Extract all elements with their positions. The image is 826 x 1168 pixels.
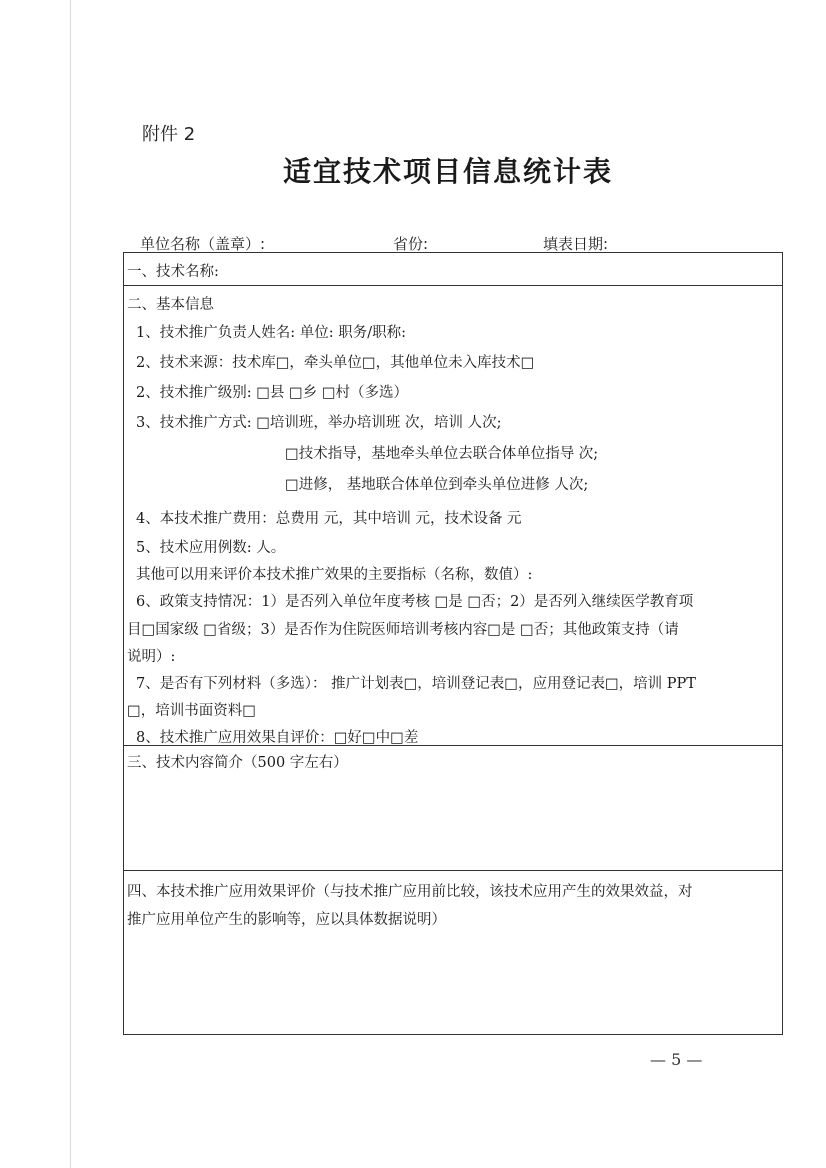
info-form-table	[123, 252, 783, 1035]
basic-info-line: 4、本技术推广费用：总费用 元，其中培训 元，技术设备 元	[136, 511, 522, 527]
basic-info-line: □，培训书面资料□	[127, 703, 256, 719]
basic-info-line: 6、政策支持情况：1）是否列入单位年度考核 □是 □否；2）是否列入继续医学教育项	[136, 594, 694, 610]
basic-info-line: 目□国家级 □省级；3）是否作为住院医师培训考核内容□是 □否；其他政策支持（请	[127, 622, 679, 638]
section-basic-info	[124, 285, 782, 746]
effect-evaluation-line: 推广应用单位产生的影响等，应以具体数据说明）	[127, 912, 446, 928]
basic-info-line: 1、技术推广负责人姓名: 单位: 职务/职称:	[136, 325, 406, 341]
effect-evaluation-line: 四、本技术推广应用效果评价（与技术推广应用前比较，该技术应用产生的效果效益，对	[127, 884, 693, 900]
basic-info-line: □技术指导，基地牵头单位去联合体单位指导 次;	[285, 446, 599, 462]
basic-info-line: 说明）:	[127, 649, 176, 665]
unit-name-label: 单位名称（盖章）:	[140, 235, 266, 253]
section-effect-evaluation	[124, 870, 782, 1034]
attachment-label: 附件 2	[142, 124, 196, 145]
section-technology-name	[124, 253, 782, 286]
basic-info-line: 2、技术来源：技术库□，牵头单位□，其他单位未入库技术□	[136, 355, 535, 371]
basic-info-line: 5、技术应用例数: 人。	[136, 540, 286, 556]
page-title: 适宜技术项目信息统计表	[282, 155, 613, 188]
date-label: 填表日期:	[543, 235, 609, 253]
page-number: — 5 —	[650, 1050, 703, 1069]
basic-info-title: 二、基本信息	[127, 297, 214, 313]
basic-info-line: 8、技术推广应用效果自评价：□好□中□差	[136, 730, 419, 746]
section-technology-name-title: 一、技术名称:	[127, 264, 219, 280]
section-technology-content	[124, 745, 782, 871]
basic-info-line: 2、技术推广级别: □县 □乡 □村（多选）	[136, 385, 409, 401]
basic-info-line: 7、是否有下列材料（多选）： 推广计划表□，培训登记表□，应用登记表□，培训 PPT	[136, 676, 696, 692]
province-label: 省份:	[393, 235, 429, 253]
technology-content-title: 三、技术内容简介（500 字左右）	[127, 755, 348, 771]
basic-info-line: □进修， 基地联合体单位到牵头单位进修 人次;	[285, 477, 589, 493]
basic-info-line: 其他可以用来评价本技术推广效果的主要指标（名称，数值）:	[136, 567, 533, 583]
basic-info-line: 3、技术推广方式: □培训班，举办培训班 次，培训 人次;	[136, 415, 502, 431]
